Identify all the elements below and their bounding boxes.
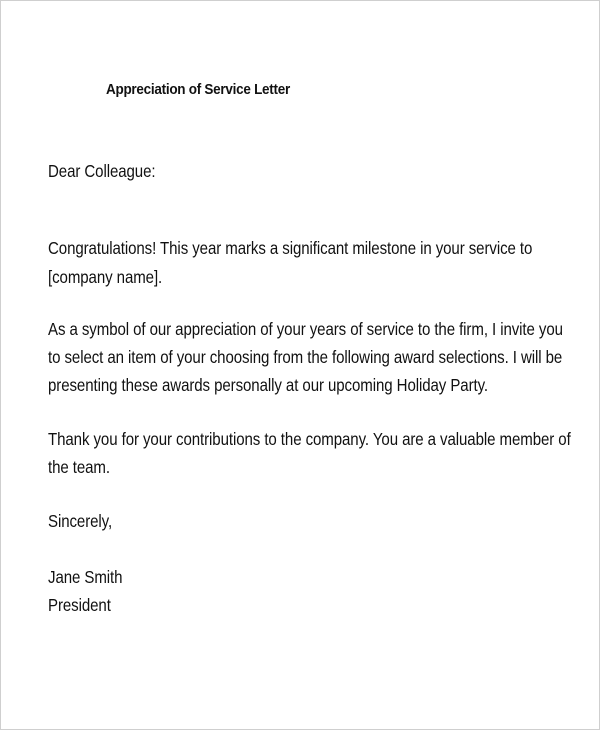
- paragraph-1-line-2: [company name].: [48, 267, 163, 287]
- closing: Sincerely,: [48, 511, 113, 531]
- paragraph-2-line-1: As a symbol of our appreciation of your years of service to the firm, I invite you: [48, 319, 563, 339]
- paragraph-3-line-2: the team.: [48, 457, 110, 477]
- signature-title: President: [48, 595, 111, 615]
- paragraph-2-line-2: to select an item of your choosing from the following award selections. I will be: [48, 347, 563, 367]
- salutation: Dear Colleague:: [48, 161, 156, 181]
- signature-name: Jane Smith: [48, 567, 123, 587]
- letter-title: Appreciation of Service Letter: [106, 81, 290, 98]
- paragraph-3-line-1: Thank you for your contributions to the company. You are a valuable member of: [48, 429, 571, 449]
- paragraph-1-line-1: Congratulations! This year marks a significant milestone in your service to: [48, 238, 533, 258]
- paragraph-2-line-3: presenting these awards personally at our upcoming Holiday Party.: [48, 375, 489, 395]
